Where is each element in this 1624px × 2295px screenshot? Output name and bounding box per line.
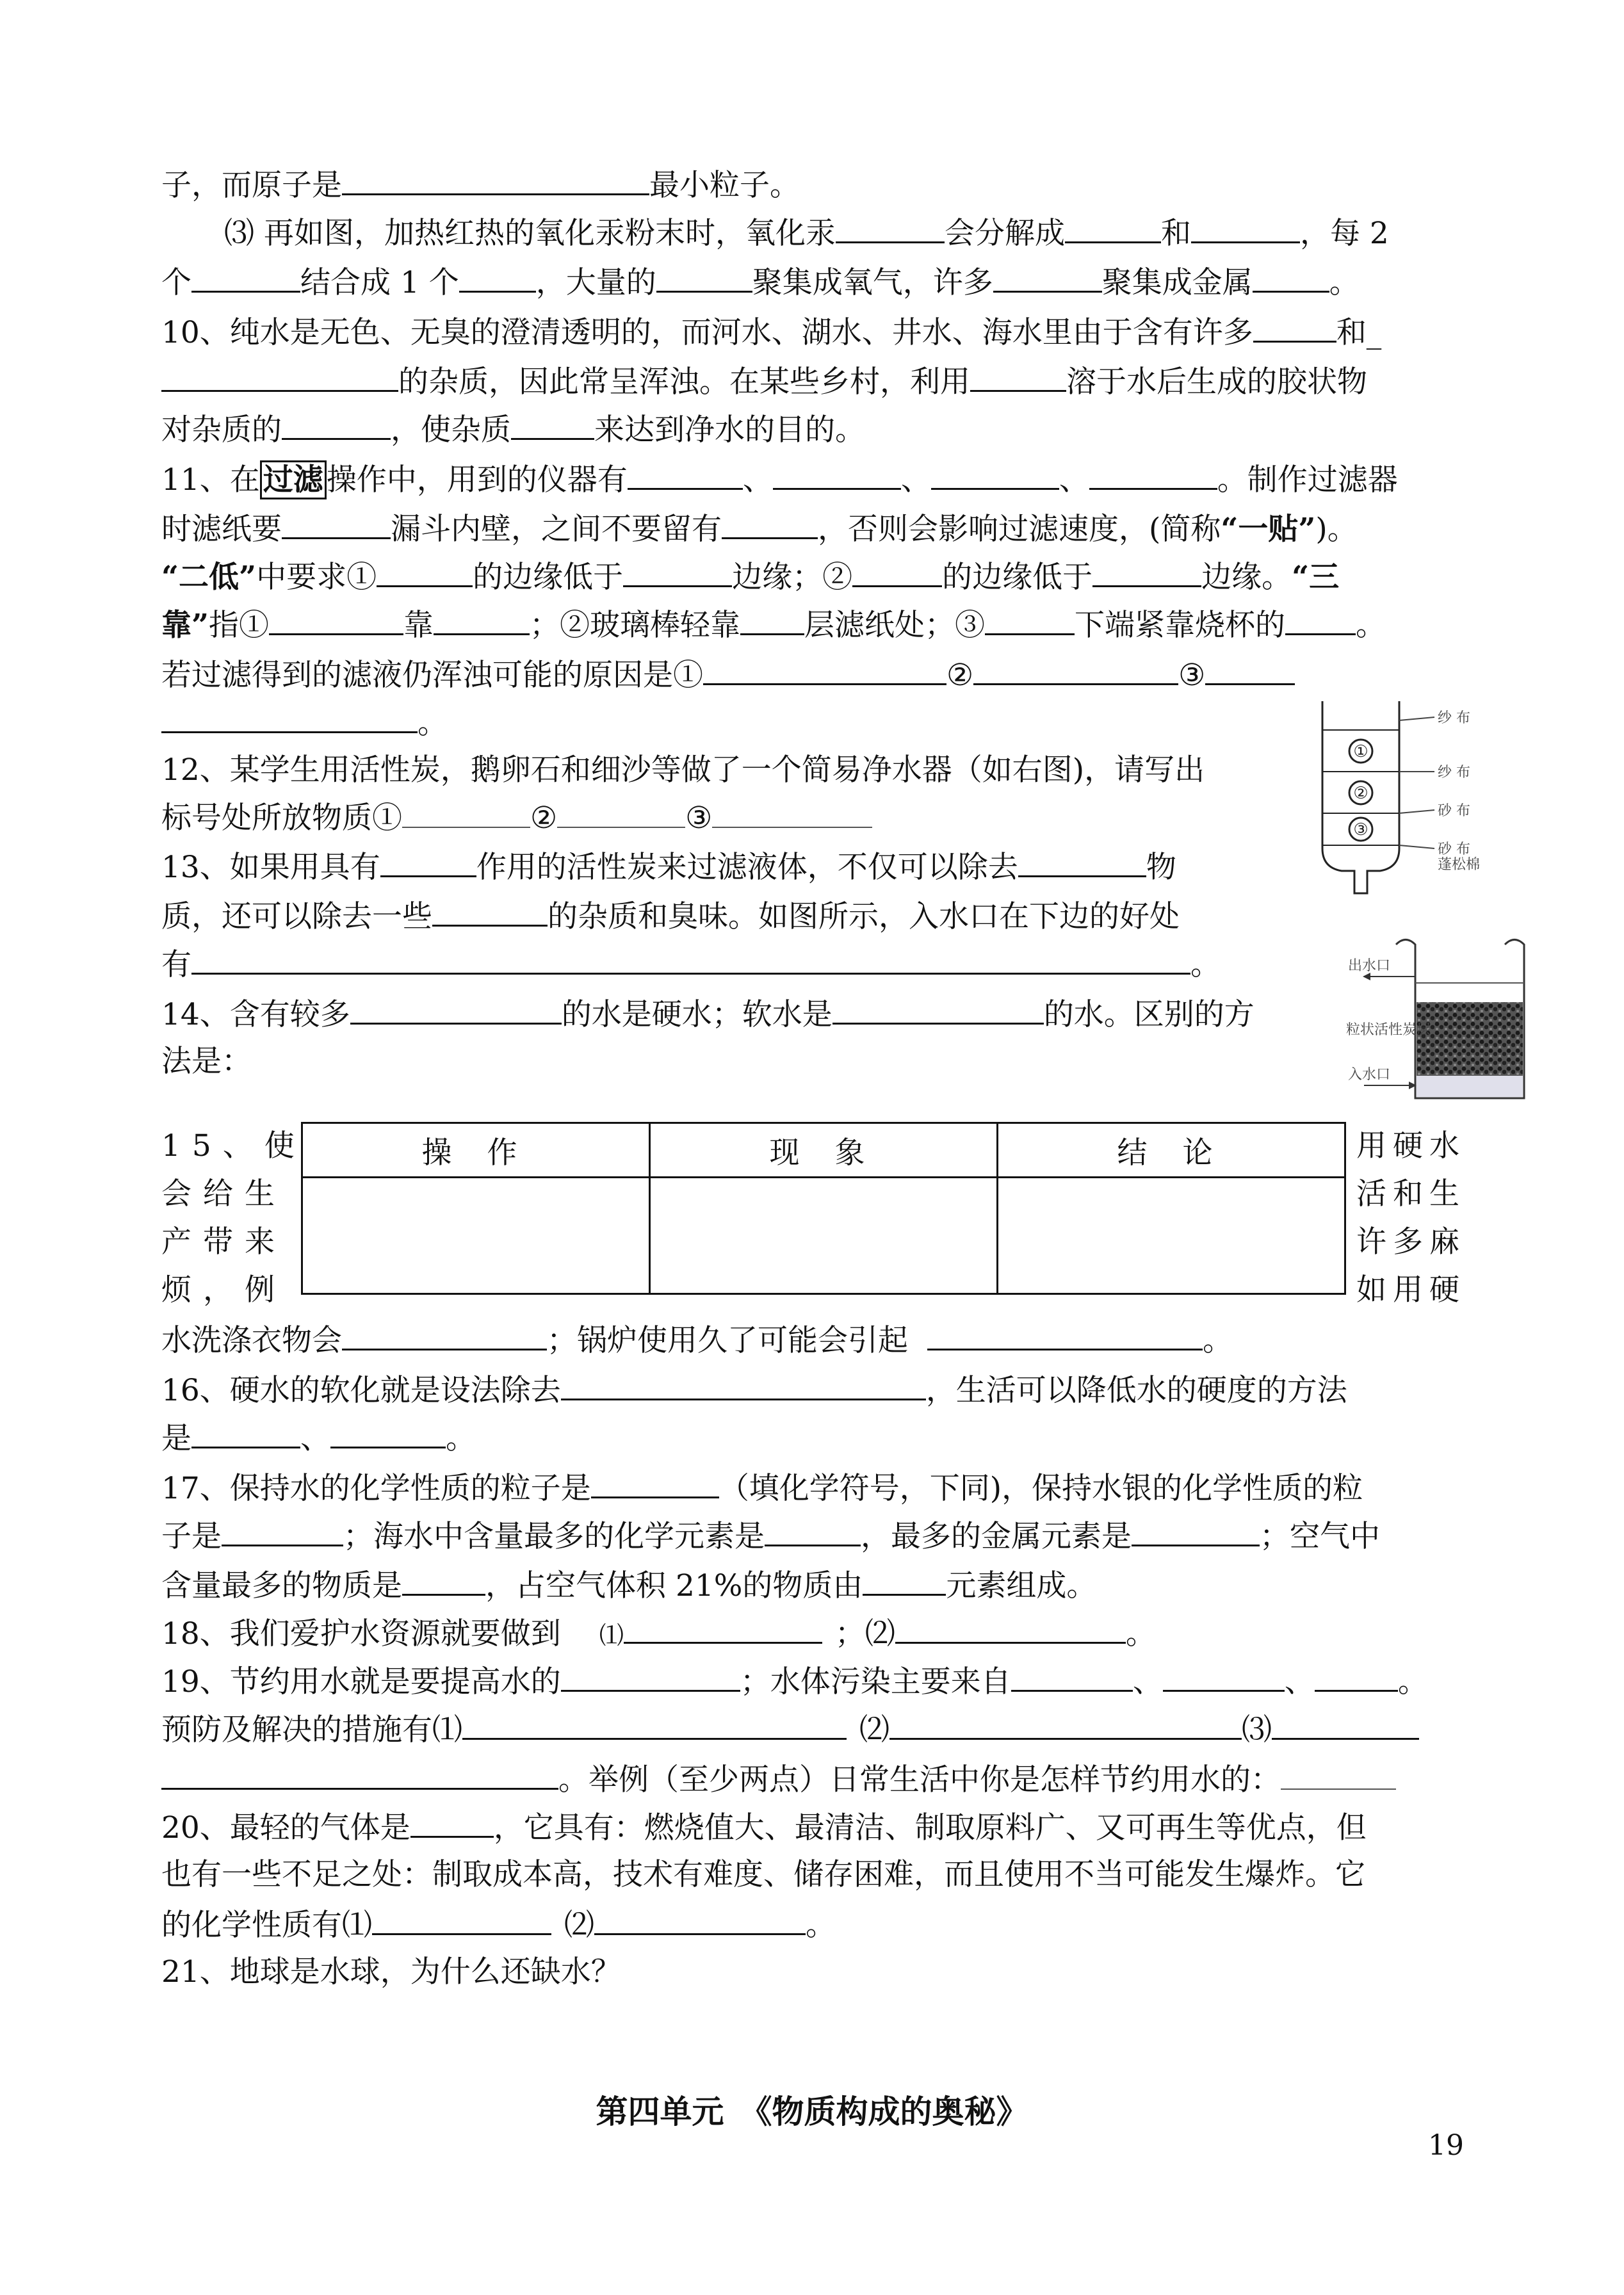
text-line	[161, 1856, 1365, 1894]
text-line	[161, 1614, 1156, 1655]
figure-label: 纱 布	[1438, 710, 1470, 726]
text: 。举例（至少两点）日常生活中你是怎样节约用水的：	[558, 1762, 1281, 1797]
carbon-purifier-figure	[1345, 932, 1537, 1124]
text-line	[161, 509, 1358, 549]
blank	[852, 557, 942, 587]
text: 是	[161, 1421, 191, 1456]
blank	[985, 605, 1075, 635]
text: 聚集成金属	[1101, 265, 1253, 300]
text: 结合成 1 个	[300, 265, 459, 300]
text-line	[224, 213, 1389, 253]
text: 、	[1059, 462, 1089, 498]
text: 10、纯水是无色、无臭的澄清透明的，而河水、湖水、井水、海水里由于含有许多	[161, 315, 1253, 350]
water-filter-figure	[1306, 701, 1518, 919]
blank	[970, 362, 1066, 392]
blank	[1092, 557, 1201, 587]
text: 。	[1203, 1323, 1233, 1358]
blank	[712, 800, 872, 828]
text: 。	[1125, 1616, 1156, 1651]
text: ③	[685, 800, 713, 836]
text: 用硬水	[1356, 1128, 1466, 1164]
text: 12、某学生用活性炭，鹅卵石和细沙等做了一个简易净水器（如右图)，请写出	[161, 752, 1205, 788]
text: ⑵	[859, 1712, 889, 1748]
text: 靠	[403, 608, 434, 643]
blank	[722, 509, 818, 539]
blank	[459, 263, 536, 293]
figure-label: 入水口	[1348, 1067, 1391, 1083]
text: 子是	[161, 1519, 222, 1554]
text-line	[1356, 1271, 1466, 1310]
text: 靠”	[161, 608, 209, 643]
text: ，每 2	[1299, 216, 1389, 251]
text: 14、含有较多	[161, 997, 350, 1032]
text: 的化学性质有⑴	[161, 1908, 372, 1943]
text: 来达到净水的目的。	[594, 412, 865, 448]
text: 如用硬	[1356, 1272, 1466, 1308]
text: “二低”	[161, 560, 257, 595]
text-line	[161, 847, 1176, 887]
figure-label: 粒状活性炭层	[1346, 1022, 1431, 1038]
blank	[191, 945, 1190, 975]
text: ②	[946, 658, 974, 693]
text: 元素组成。	[946, 1568, 1097, 1603]
text: 法是：	[161, 1044, 252, 1079]
blank	[594, 1905, 806, 1935]
text: 层滤纸处；③	[804, 608, 986, 643]
text: 。	[446, 1421, 476, 1456]
text: 下端紧靠烧杯的	[1075, 608, 1286, 643]
blank	[591, 1468, 719, 1498]
table-cell	[302, 1178, 650, 1294]
text-line	[161, 751, 1205, 790]
text: 会给生	[161, 1176, 286, 1212]
text: ③	[1178, 658, 1206, 693]
blank	[656, 263, 752, 293]
blank	[1272, 1710, 1419, 1740]
figure-label: 蓬松棉	[1438, 857, 1481, 873]
text: 指①	[209, 608, 270, 643]
blank	[1089, 460, 1217, 490]
text: 、	[1132, 1664, 1163, 1699]
blank	[402, 800, 530, 828]
text: 17、保持水的化学性质的粒子是	[161, 1471, 591, 1506]
text-line	[161, 1468, 1363, 1508]
text: 19、节约用水就是要提高水的	[161, 1664, 561, 1699]
text-line	[161, 1566, 1096, 1605]
text: 中要求①	[256, 560, 377, 595]
blank	[511, 410, 594, 440]
blank	[740, 605, 804, 635]
text: 质，还可以除去一些	[161, 899, 432, 934]
table-header: 结 论	[998, 1123, 1345, 1178]
text-line	[161, 1516, 1380, 1556]
text: 21、地球是水球，为什么还缺水？	[161, 1954, 621, 1990]
text: 含量最多的物质是	[161, 1568, 402, 1603]
text: 。制作过滤器	[1217, 462, 1398, 498]
text-line	[161, 1760, 1396, 1799]
text: 。	[1190, 947, 1221, 982]
text-line	[1356, 1223, 1466, 1261]
text-line	[161, 165, 800, 205]
blank	[161, 703, 418, 733]
text: （填化学符号，下同)，保持水银的化学性质的粒	[719, 1471, 1363, 1506]
text: 的边缘低于	[473, 560, 624, 595]
text: ，否则会影响过滤速度，(简称	[818, 512, 1221, 547]
blank	[1253, 312, 1336, 343]
text: 有	[161, 947, 191, 982]
text: ⑶	[1242, 1712, 1272, 1748]
text-line	[161, 460, 1398, 499]
text: “三	[1292, 560, 1340, 595]
text: ，使杂质	[391, 412, 511, 448]
blank	[282, 509, 391, 539]
text: 18、我们爱护水资源就要做到	[161, 1616, 561, 1651]
table-cell	[998, 1178, 1345, 1294]
text: 预防及解决的措施有⑴	[161, 1712, 462, 1748]
text-line	[161, 1418, 476, 1458]
blank	[434, 605, 530, 635]
blank	[1315, 1662, 1398, 1692]
text-line	[161, 557, 1339, 597]
text-line	[161, 362, 1367, 401]
blank	[1163, 1662, 1285, 1692]
text: 的水是硬水；软水是	[561, 997, 832, 1032]
text: ⑴	[599, 1621, 624, 1650]
blank	[222, 1516, 343, 1546]
blank	[1281, 1762, 1396, 1790]
blank	[863, 1566, 946, 1596]
text: ；②玻璃棒轻靠	[530, 608, 741, 643]
blank	[161, 362, 398, 392]
text: 漏斗内壁，之间不要留有	[391, 512, 722, 547]
figure-label: 纱 布	[1438, 765, 1470, 781]
text: 物	[1146, 850, 1176, 885]
text: 水洗涤衣物会	[161, 1323, 342, 1358]
text-line	[161, 945, 1221, 984]
text: ⑶ 再如图，加热红热的氧化汞粉末时，氧化汞	[224, 216, 836, 251]
blank	[561, 1370, 926, 1400]
blank	[269, 605, 403, 635]
text: 对杂质的	[161, 412, 282, 448]
blank	[161, 1760, 558, 1790]
carbon-layer	[1417, 1002, 1523, 1076]
text: ，它具有：燃烧值大、最清洁、制取原料广、又可再生等优点，但	[493, 1810, 1367, 1845]
text-line	[161, 1271, 286, 1310]
blank	[927, 1320, 1203, 1350]
text-line	[161, 1662, 1428, 1701]
blank	[765, 1516, 861, 1546]
blank	[836, 213, 945, 243]
blank	[889, 1710, 1242, 1740]
text: )。	[1315, 512, 1358, 547]
text: 许多麻	[1356, 1224, 1466, 1260]
blank	[1253, 263, 1329, 293]
text: ，最多的金属元素是	[861, 1519, 1132, 1554]
text: 烦，例	[161, 1272, 286, 1308]
text: ，大量的	[535, 265, 656, 300]
table-cell	[650, 1178, 998, 1294]
blank	[1132, 1516, 1260, 1546]
text: 11、在	[161, 462, 260, 498]
blank	[380, 847, 476, 877]
text: 15、使	[161, 1128, 306, 1164]
text: 、	[300, 1421, 330, 1456]
text: 若过滤得到的滤液仍浑浊可能的原因是①	[161, 658, 703, 693]
text-line	[161, 1905, 836, 1945]
text-line	[161, 1223, 286, 1261]
text-line	[161, 1370, 1347, 1410]
text: 。	[806, 1908, 836, 1943]
text: 的水。区别的方	[1043, 997, 1255, 1032]
blank	[773, 460, 901, 490]
text: 13、如果用具有	[161, 850, 380, 885]
page-number: 19	[1428, 2129, 1464, 2162]
text: 个	[161, 265, 191, 300]
text: 边缘。	[1201, 560, 1292, 595]
unit-title: 第四单元 《物质构成的奥秘》	[596, 2093, 1028, 2130]
text-line	[161, 1710, 1419, 1749]
text: 最小粒子。	[649, 168, 800, 203]
text: 活和生	[1356, 1176, 1466, 1212]
blank	[703, 655, 946, 685]
blank	[432, 896, 548, 927]
blank	[931, 460, 1059, 490]
figure-label: ③	[1353, 820, 1368, 839]
figure-label: ②	[1353, 784, 1368, 803]
blank	[561, 1662, 740, 1692]
text: 20、最轻的气体是	[161, 1810, 410, 1845]
text: 和	[1160, 216, 1191, 251]
blank	[350, 994, 562, 1025]
text-line	[161, 312, 1381, 352]
text: 操作中，用到的仪器有	[326, 462, 628, 498]
text: ；海水中含量最多的化学元素是	[343, 1519, 765, 1554]
blank	[191, 263, 300, 293]
text: 时滤纸要	[161, 512, 282, 547]
text-line	[1356, 1175, 1466, 1213]
text-line	[161, 1175, 286, 1213]
text: ；空气中	[1260, 1519, 1380, 1554]
text: 、	[900, 462, 931, 498]
text-line	[161, 1320, 1233, 1360]
blank	[628, 460, 743, 490]
text: 。	[1329, 265, 1360, 300]
text: 。	[418, 706, 448, 741]
text: 的杂质，因此常呈浑浊。在某些乡村，利用	[398, 364, 970, 400]
text: ；水体污染主要来自	[740, 1664, 1011, 1699]
blank	[410, 1808, 494, 1838]
blank	[372, 1905, 551, 1935]
text: 16、硬水的软化就是设法除去	[161, 1373, 561, 1408]
text-line	[161, 1953, 621, 1991]
text: ⑵	[564, 1908, 594, 1943]
text-line	[1356, 1127, 1466, 1165]
text: 。	[1356, 608, 1386, 643]
blank	[1011, 1662, 1133, 1692]
table-header: 操 作	[302, 1123, 650, 1178]
table-header: 现 象	[650, 1123, 998, 1178]
figure-label: ①	[1353, 742, 1368, 761]
blank	[557, 800, 685, 828]
text-line	[161, 703, 448, 743]
text-line	[161, 799, 872, 838]
text: ②	[530, 800, 558, 836]
blank	[623, 557, 732, 587]
blank	[330, 1418, 446, 1448]
text: 子，而原子是	[161, 168, 342, 203]
text: ；锅炉使用久了可能会引起	[547, 1323, 908, 1358]
text: 。	[1397, 1664, 1428, 1699]
text-line	[161, 1042, 252, 1081]
blank	[1285, 605, 1356, 635]
text: ，生活可以降低水的硬度的方法	[925, 1373, 1347, 1408]
blank	[1065, 213, 1161, 243]
hard-water-test-table	[301, 1122, 1346, 1295]
blank	[402, 1566, 485, 1596]
figure-label: 砂 布	[1438, 803, 1470, 819]
blank	[624, 1614, 822, 1644]
blank	[1205, 655, 1295, 685]
text: 和_	[1336, 315, 1382, 350]
blank	[191, 1418, 300, 1448]
figure-label: 出水口	[1348, 958, 1391, 974]
blank	[1018, 847, 1146, 877]
text: 边缘；②	[732, 560, 853, 595]
text: 的边缘低于	[942, 560, 1093, 595]
text: 的杂质和臭味。如图所示，入水口在下边的好处	[548, 899, 1180, 934]
text-line	[161, 1127, 306, 1165]
text: ，占空气体积 21%的物质由	[485, 1568, 863, 1603]
blank	[895, 1614, 1126, 1644]
blank	[342, 165, 649, 195]
blank	[973, 655, 1178, 685]
text: 、	[1284, 1664, 1315, 1699]
blank	[1191, 213, 1300, 243]
text: 标号处所放物质①	[161, 800, 402, 836]
text: 作用的活性炭来过滤液体，不仅可以除去	[476, 850, 1018, 885]
blank	[832, 994, 1044, 1025]
text: ；⑵	[834, 1616, 895, 1651]
text-line	[161, 410, 865, 450]
blank	[993, 263, 1102, 293]
blank	[462, 1710, 847, 1740]
text: 产带来	[161, 1224, 286, 1260]
text: 溶于水后生成的胶状物	[1066, 364, 1367, 400]
text-line	[161, 896, 1180, 936]
figure-label: 砂 布	[1438, 841, 1470, 857]
text-line	[161, 655, 1295, 695]
text-line	[161, 605, 1386, 645]
blank	[342, 1320, 547, 1350]
blank	[282, 410, 391, 440]
blank	[377, 557, 473, 587]
text: 聚集成氧气，许多	[752, 265, 993, 300]
text-line	[161, 994, 1255, 1034]
text-line	[161, 1808, 1367, 1847]
text-line	[161, 263, 1360, 302]
boxed-word: 过滤	[260, 460, 327, 499]
text: 会分解成	[944, 216, 1065, 251]
text: 也有一些不足之处：制取成本高，技术有难度、储存困难，而且使用不当可能发生爆炸。它	[161, 1857, 1365, 1892]
text: “一贴”	[1221, 512, 1316, 547]
text: 、	[742, 462, 773, 498]
